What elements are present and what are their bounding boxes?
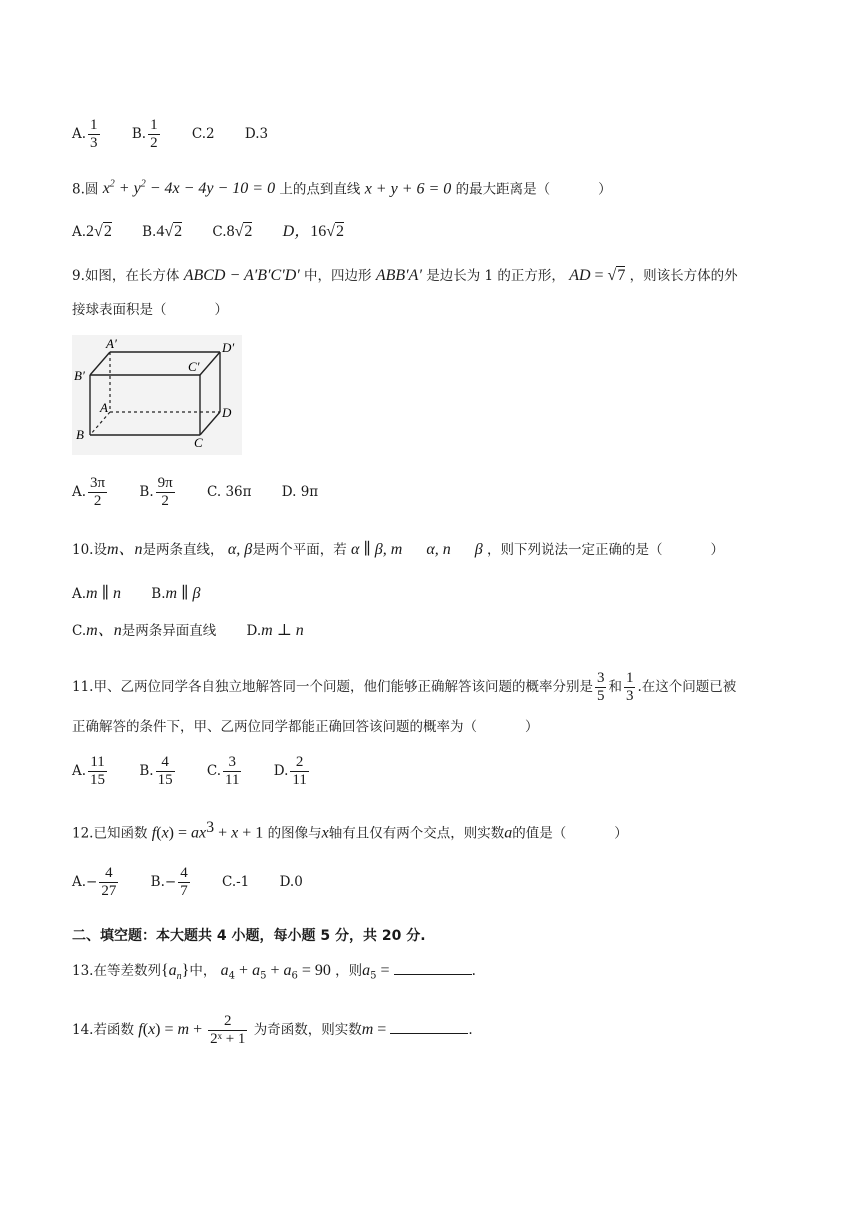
vertex-label: B [76, 427, 84, 442]
vertex-label: C [194, 435, 203, 450]
q10-options-1: A.m ∥ n B.m ∥ β [72, 585, 201, 602]
vertex-label: B′ [74, 368, 85, 383]
q11-options: A. $\frac{11}{15}$ B. $\frac{4}{15}$ C. $\frac{3}{11}$ D. $\frac{2}{11}$ [72, 754, 307, 788]
answer-blank[interactable] [390, 1019, 468, 1034]
question-10: 10.设m、n是两条直线， α, β是两个平面，若 α ∥ β, m α, n β ，则下列说法一定正确的是（ ） [72, 541, 724, 558]
vertex-label: C′ [188, 359, 200, 374]
vertex-label: D [222, 405, 232, 420]
question-11: 11.甲、乙两位同学各自独立地解答同一个问题，他们能够正确解答该问题的概率分别是 $\frac{3}{5}$ 和 $\frac{1}{3}$ .在这个问题已被 [72, 670, 737, 704]
vertex-label: D′ [222, 340, 235, 355]
vertex-label: A′ [106, 336, 117, 351]
question-9: 9.如图，在长方体 ABCD − A′B′C′D′ 中，四边形 ABB′A′ 是边长为 1 的正方形， AD = √7 ，则该长方体的外 [72, 267, 738, 284]
q12-options: A.− $\frac{4}{27}$ B.− $\frac{4}{7}$ C.-1 D.0 [72, 865, 303, 899]
section-heading: 二、填空题：本大题共 4 小题，每小题 5 分，共 20 分. [72, 928, 426, 944]
q7-options: A. $\frac{1}{3}$ B. $\frac{1}{2}$ C.2 D.3 [72, 117, 269, 151]
question-11-line2: 正确解答的条件下，甲、乙两位同学都能正确回答该问题的概率为（ ） [72, 719, 539, 735]
question-14: 14.若函数 f(x) = m + $\frac{2}{\text{2ˣ + 1}}$ 为奇函数，则实数m = . [72, 1013, 473, 1047]
q8-options: A.2√2 B.4√2 C.8√2 D，16√2 [72, 223, 344, 240]
fraction: $\frac{1}{3}$ [90, 117, 98, 151]
q10-options-2: C.m、n是两条异面直线 D.m ⊥ n [72, 622, 304, 639]
answer-blank[interactable] [394, 960, 472, 975]
question-9-line2: 接球表面积是（ ） [72, 302, 228, 318]
cuboid-figure [72, 335, 242, 455]
q9-options: A. $\frac{3\pi}{2}$ B. $\frac{9\pi}{2}$ C. 36π D. 9π [72, 475, 319, 509]
question-8: 8.圆 $x^2 + y^2 - 4x - 4y - 10 = 0$ 上的点到直线 x + y + 6 = 0 的最大距离是（ ） [72, 179, 612, 198]
fraction: $\frac{1}{2}$ [150, 117, 158, 151]
question-12: 12.已知函数 $f(x) = ax^3 + x + 1$ 的图像与x轴有且仅有两个交点，则实数a的值是（ ） [72, 819, 628, 842]
vertex-label: A [100, 400, 108, 415]
question-13: 13.在等差数列$\{a_n\}$中， $a_4 + a_5 + a_6 = 90$ ，则$a_5$ = . [72, 962, 476, 983]
